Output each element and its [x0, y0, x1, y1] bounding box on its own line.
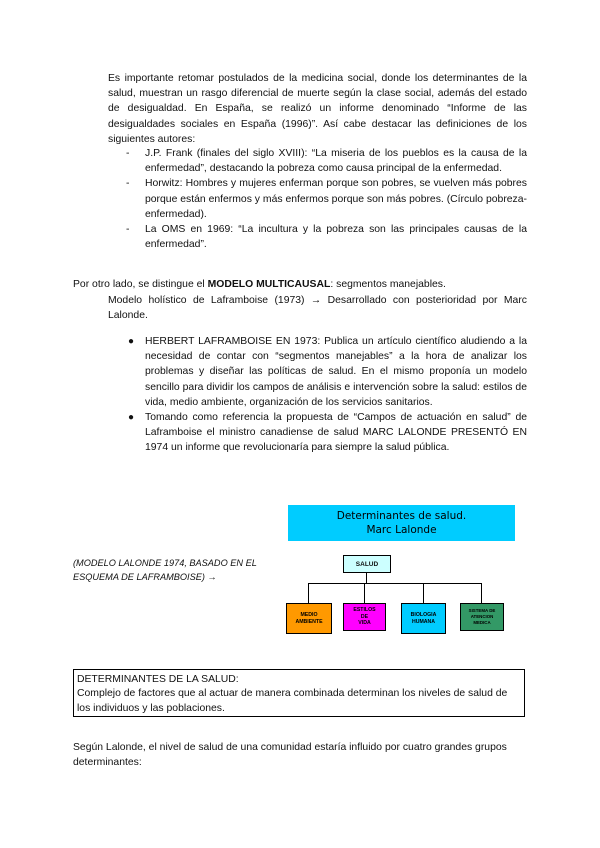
- bullet-dot: ●: [128, 412, 135, 424]
- connector-drop-1: [308, 583, 309, 603]
- connector-drop-2: [364, 583, 365, 603]
- author-definitions-list: [126, 146, 527, 252]
- bullet-dot: ●: [128, 336, 135, 347]
- diagram-title-line2: Marc Lalonde: [366, 524, 437, 536]
- diagram-title-box: [288, 505, 515, 541]
- list-item: [126, 146, 527, 176]
- determinant-box-medio-ambiente: [286, 603, 332, 634]
- diagram-caption: (MODELO LALONDE 1974, BASADO EN EL ESQUEMA DE LAFRAMBOISE) →: [73, 558, 257, 582]
- connector-root-stem: [366, 573, 367, 583]
- connector-drop-4: [481, 583, 482, 603]
- list-item-text: Horwitz: Hombres y mujeres enferman porque son pobres, se vuelven más pobres porque están enfermos y más enfermos porque son más pobres. (Círculo pobreza-enfermedad).: [145, 178, 527, 220]
- list-item-text: HERBERT LAFRAMBOISE EN 1973: Publica un artículo científico aludiendo a la necesidad de contar con “segmentos manejables” a la hora de analizar los problemas y diseñar las políticas de salud. En el mismo proponía un modelo sencillo para dividir los campos de análisis e intervención sobre la salud: estilos de vida, medio ambiente, organización de los servicios sanitarios.: [145, 336, 527, 408]
- lalonde-paragraph: Según Lalonde, el nivel de salud de una comunidad estaría influido por cuatro grandes grupos determinantes:: [73, 742, 507, 769]
- list-item-text: J.P. Frank (finales del siglo XVIII): “La miseria de los pueblos es la causa de la enfermedad”, destacando la pobreza como causa principal de la enfermedad.: [145, 148, 527, 175]
- multicausal-prefix: Por otro lado, se distingue el: [73, 279, 208, 290]
- determinant-label-line: VIDA: [358, 620, 371, 627]
- determinant-box-biologia-humana: [401, 603, 446, 634]
- list-item-text: Tomando como referencia la propuesta de “Campos de actuación en salud” de Laframboise el ministro canadiense de salud MARC LALONDE PRESENTÓ EN 1974 un informe que revolucionaría para siempre la salud pública.: [145, 412, 527, 454]
- list-item: [126, 176, 527, 222]
- laframboise-points-list: [126, 334, 527, 456]
- connector-horizontal: [308, 583, 482, 584]
- determinant-label-line: MEDIO: [300, 611, 318, 618]
- diagram-title-line1: Determinantes de salud.: [336, 510, 467, 522]
- list-item: [126, 410, 527, 456]
- list-item: [126, 334, 527, 410]
- determinant-box-estilos-de-vida: [343, 603, 386, 631]
- connector-drop-3: [423, 583, 424, 603]
- salud-root-box: SALUD: [343, 555, 391, 573]
- definition-body: Complejo de factores que al actuar de manera combinada determinan los niveles de salud de los individuos y las poblaciones.: [77, 688, 508, 714]
- definition-box: [73, 669, 525, 717]
- multicausal-bold-term: MODELO MULTICAUSAL: [207, 279, 331, 290]
- dash-bullet: -: [126, 224, 130, 236]
- determinant-label-line: MEDICA: [473, 620, 491, 625]
- determinant-label-line: HUMANA: [411, 618, 436, 625]
- multicausal-line: [73, 277, 533, 292]
- list-item-text: La OMS en 1969: “La incultura y la pobreza son las principales causas de la enfermedad”.: [145, 224, 527, 251]
- multicausal-suffix: : segmentos manejables.: [330, 279, 446, 290]
- determinant-label-line: SISTEMA DE: [468, 608, 496, 613]
- determinant-label-line: ATENCION: [470, 614, 494, 619]
- determinant-box-sistema-atencion-medica: [460, 603, 504, 631]
- determinant-label-line: AMBIENTE: [295, 618, 323, 625]
- definition-heading: DETERMINANTES DE LA SALUD:: [77, 674, 239, 685]
- dash-bullet: -: [126, 148, 130, 159]
- intro-paragraph: Es importante retomar postulados de la medicina social, donde los determinantes de la salud, muestran un rasgo diferencial de muerte según la clase social, además del estado de desigualdad. En España, se realizó un informe denominado “Informe de las desigualdades sociales en España (1996)”. Así cabe destacar las definiciones de los siguientes autores:: [108, 73, 527, 145]
- determinant-label-line: ESTILOS: [353, 607, 376, 614]
- list-item: [126, 222, 527, 252]
- determinant-label-line: DE: [360, 613, 369, 620]
- dash-bullet: -: [126, 178, 130, 190]
- determinant-label-line: BIOLOGIA: [410, 611, 437, 618]
- holistic-model-line: Modelo holístico de Laframboise (1973) → Desarrollado con posterioridad por Marc Lalonde.: [108, 295, 527, 322]
